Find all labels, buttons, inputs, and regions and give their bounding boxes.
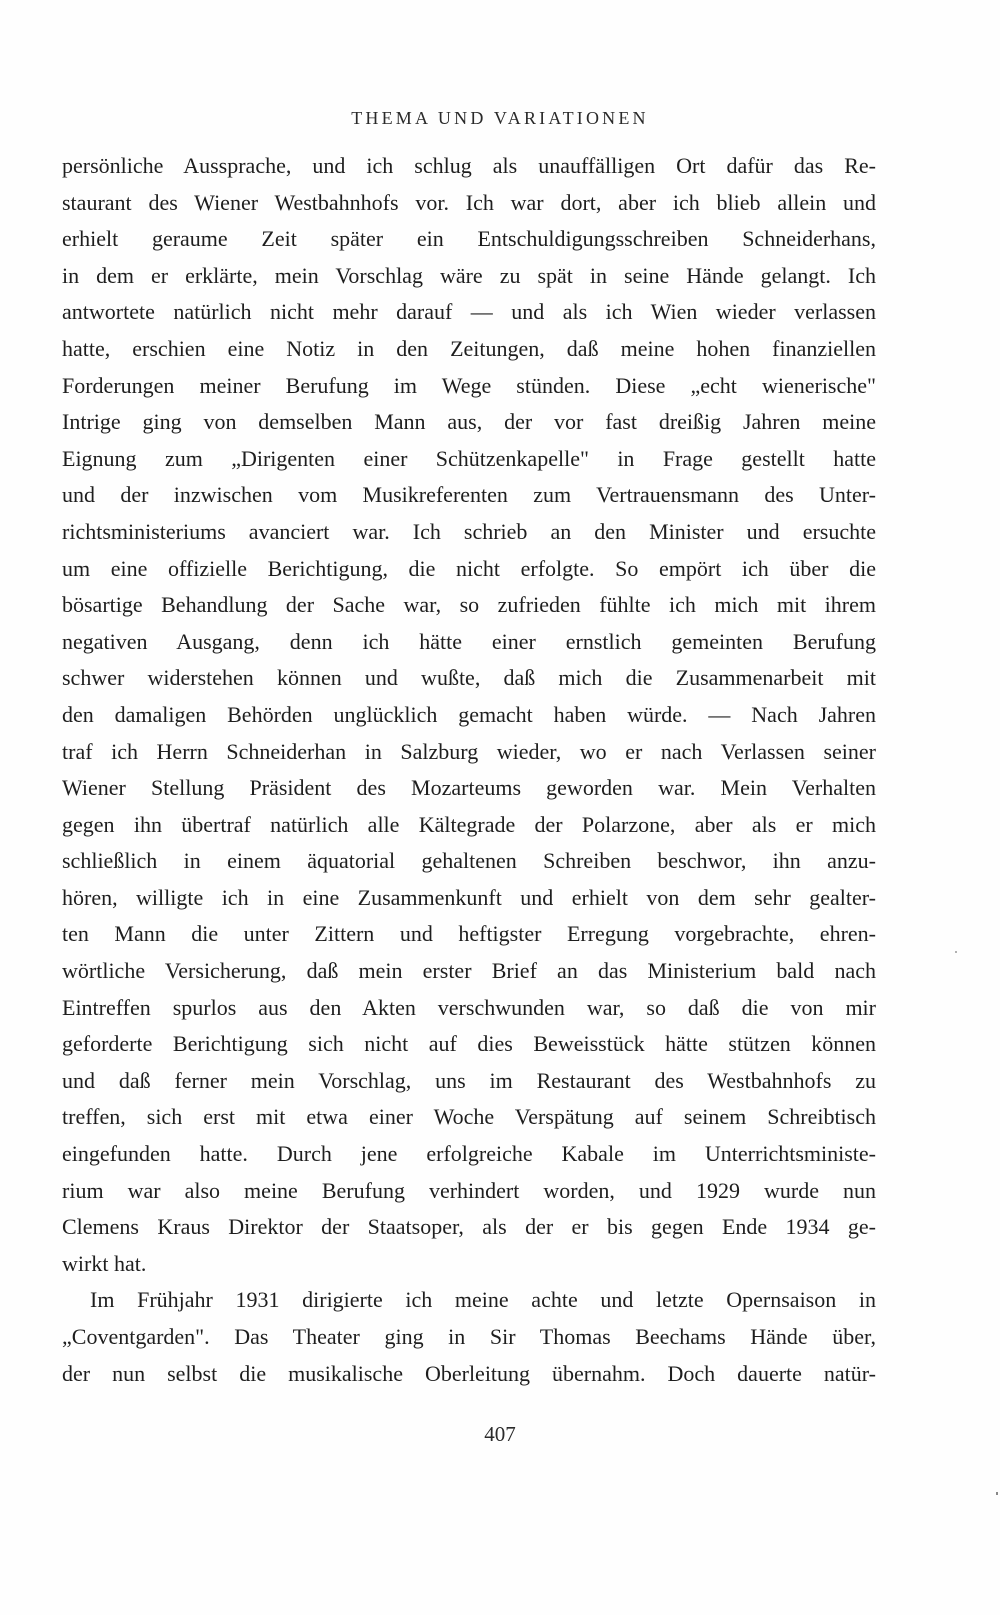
text-line: antwortete natürlich nicht mehr darauf — und als ich Wien wieder verlassen (62, 299, 876, 325)
text-line: und der inzwischen vom Musikreferenten zum Vertrauensmann des Unter- (62, 482, 876, 508)
text-line: traf ich Herrn Schneiderhan in Salzburg wieder, wo er nach Verlassen seiner (62, 738, 876, 764)
text-line: der nun selbst die musikalische Oberleitung übernahm. Doch dauerte natür- (62, 1360, 876, 1386)
text-line: Clemens Kraus Direktor der Staatsoper, als der er bis gegen Ende 1934 ge- (62, 1214, 876, 1240)
text-line: staurant des Wiener Westbahnhofs vor. Ich war dort, aber ich blieb allein und (62, 189, 876, 215)
text-line: ten Mann die unter Zittern und heftigster Erregung vorgebrachte, ehren- (62, 921, 876, 947)
margin-speck (955, 951, 957, 953)
text-line: bösartige Behandlung der Sache war, so zufrieden fühlte ich mich mit ihrem (62, 592, 876, 618)
text-line: den damaligen Behörden unglücklich gemacht haben würde. — Nach Jahren (62, 701, 876, 727)
body-text (62, 148, 876, 1392)
running-head: THEMA UND VARIATIONEN (351, 108, 649, 128)
text-line: hatte, erschien eine Notiz in den Zeitungen, daß meine hohen finanziellen (62, 335, 876, 361)
text-line: geforderte Berichtigung sich nicht auf dies Beweisstück hätte stützen können (62, 1031, 876, 1057)
paragraph-end-line: wirkt hat. (62, 1250, 147, 1276)
text-line: richtsministeriums avanciert war. Ich schrieb an den Minister und ersuchte (62, 518, 876, 544)
text-line: um eine offizielle Berichtigung, die nicht erfolgte. So empört ich über die (62, 555, 876, 581)
text-line: Eintreffen spurlos aus den Akten verschwunden war, so daß die von mir (62, 994, 876, 1020)
text-line: in dem er erklärte, mein Vorschlag wäre zu spät in seine Hände gelangt. Ich (62, 262, 876, 288)
text-line: gegen ihn übertraf natürlich alle Kältegrade der Polarzone, aber als er mich (62, 811, 876, 837)
margin-speck (996, 1492, 998, 1495)
text-line: Forderungen meiner Berufung im Wege stünden. Diese „echt wienerische" (62, 372, 876, 398)
text-line: schwer widerstehen können und wußte, daß mich die Zusammenarbeit mit (62, 665, 876, 691)
text-line: rium war also meine Berufung verhindert worden, und 1929 wurde nun (62, 1177, 876, 1203)
text-line: Intrige ging von demselben Mann aus, der vor fast dreißig Jahren meine (62, 409, 876, 435)
text-line: erhielt geraume Zeit später ein Entschuldigungsschreiben Schneiderhans, (62, 226, 876, 252)
text-line: hören, willigte ich in eine Zusammenkunft und erhielt von dem sehr gealter- (62, 884, 876, 910)
text-line: treffen, sich erst mit etwa einer Woche Verspätung auf seinem Schreibtisch (62, 1104, 876, 1130)
text-line: Wiener Stellung Präsident des Mozarteums geworden war. Mein Verhalten (62, 775, 876, 801)
text-line: „Coventgarden". Das Theater ging in Sir Thomas Beechams Hände über, (62, 1324, 876, 1349)
text-line: Eignung zum „Dirigenten einer Schützenkapelle" in Frage gestellt hatte (62, 445, 876, 471)
text-line: wörtliche Versicherung, daß mein erster Brief an das Ministerium bald nach (62, 958, 876, 984)
text-line: persönliche Aussprache, und ich schlug als unauffälligen Ort dafür das Re- (62, 153, 876, 178)
text-line: und daß ferner mein Vorschlag, uns im Restaurant des Westbahnhofs zu (62, 1067, 876, 1093)
page-number: 407 (484, 1422, 516, 1446)
text-line: schließlich in einem äquatorial gehaltenen Schreiben beschwor, ihn anzu- (62, 848, 876, 874)
paragraph-start-line: Im Frühjahr 1931 dirigierte ich meine achte und letzte Opernsaison in (90, 1287, 876, 1313)
text-line: eingefunden hatte. Durch jene erfolgreiche Kabale im Unterrichtsministe- (62, 1141, 876, 1167)
text-line: negativen Ausgang, denn ich hätte einer ernstlich gemeinten Berufung (62, 628, 876, 654)
